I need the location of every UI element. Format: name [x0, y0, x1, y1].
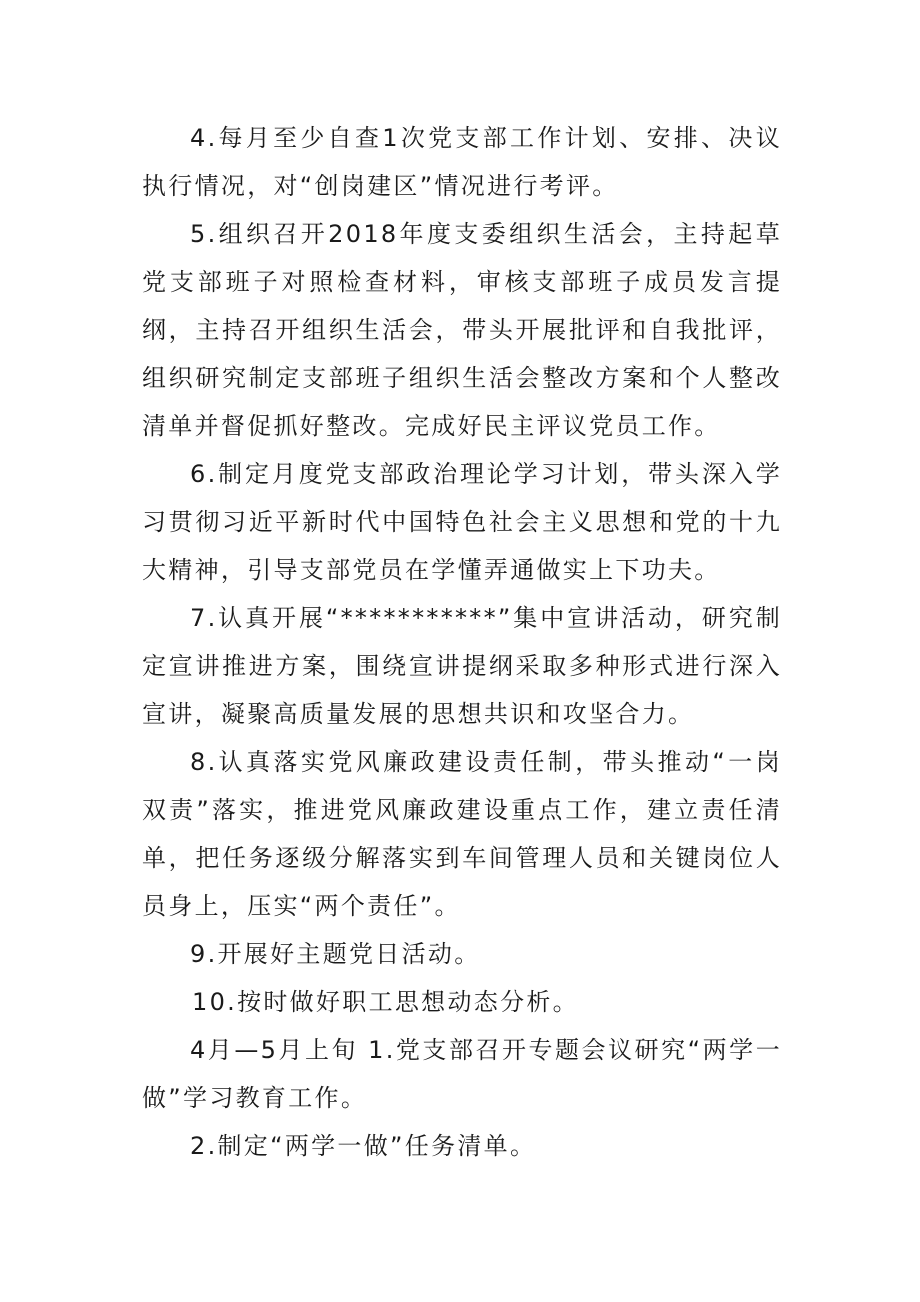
- paragraph-item-4: 4.每月至少自查1次党支部工作计划、安排、决议执行情况，对“创岗建区”情况进行考评。: [142, 124, 782, 200]
- paragraph-schedule-april-may: 4月—5月上旬 1.党支部召开专题会议研究“两学一做”学习教育工作。: [142, 1036, 782, 1112]
- paragraph-item-6: 6.制定月度党支部政治理论学习计划，带头深入学习贯彻习近平新时代中国特色社会主义思想和党的十九大精神，引导支部党员在学懂弄通做实上下功夫。: [142, 460, 782, 584]
- paragraph-task-list: 2.制定“两学一做”任务清单。: [190, 1132, 537, 1160]
- paragraph-item-9: 9.开展好主题党日活动。: [190, 940, 481, 968]
- paragraph-item-5: 5.组织召开2018年度支委组织生活会，主持起草党支部班子对照检查材料，审核支部班子成员发言提纲，主持召开组织生活会，带头开展批评和自我批评，组织研究制定支部班子组织生活会整改方案和个人整改清单并督促抓好整改。完成好民主评议党员工作。: [142, 220, 782, 440]
- paragraph-item-10: 10.按时做好职工思想动态分析。: [192, 988, 579, 1016]
- document-body: [142, 114, 782, 1170]
- paragraph-item-8: 8.认真落实党风廉政建设责任制，带头推动“一岗双责”落实，推进党风廉政建设重点工作，建立责任清单，把任务逐级分解落实到车间管理人员和关键岗位人员身上，压实“两个责任”。: [142, 748, 782, 920]
- paragraph-item-7: 7.认真开展“***********”集中宣讲活动，研究制定宣讲推进方案，围绕宣讲提纲采取多种形式进行深入宣讲，凝聚高质量发展的思想共识和攻坚合力。: [142, 604, 782, 728]
